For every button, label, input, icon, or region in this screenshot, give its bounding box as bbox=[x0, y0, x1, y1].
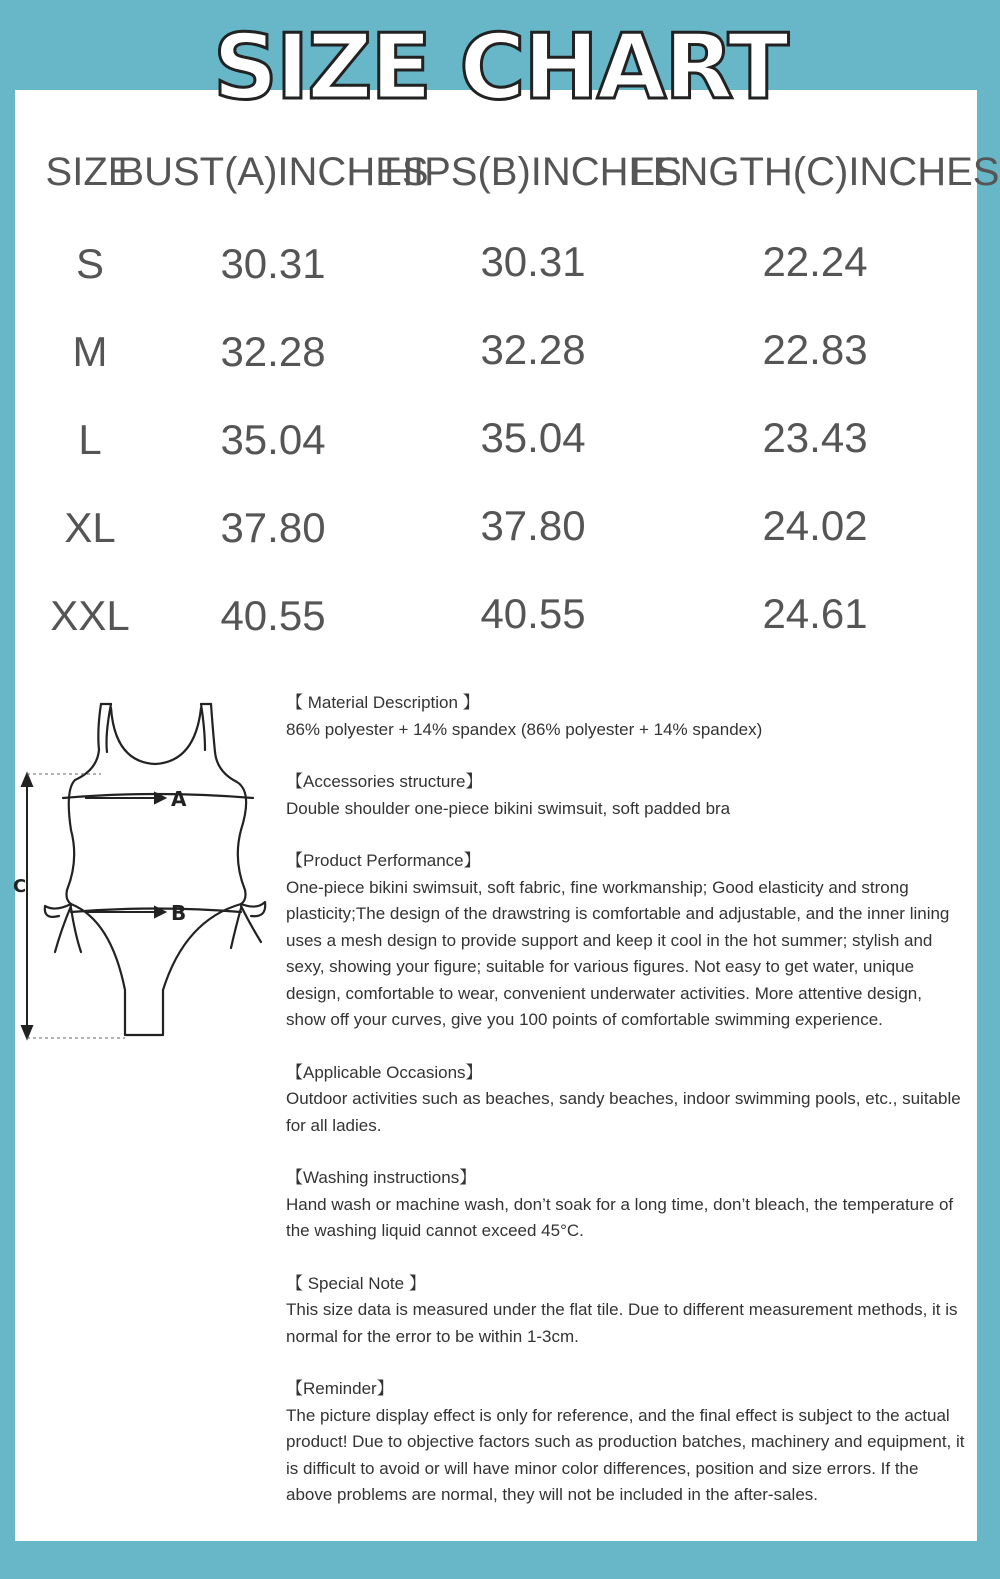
hips-cell: 32.28 bbox=[480, 326, 586, 373]
length-cell: 24.02 bbox=[762, 502, 868, 549]
bust-cell: 32.28 bbox=[220, 328, 326, 375]
length-cell: 22.83 bbox=[762, 326, 868, 373]
hips-cell: 37.80 bbox=[480, 502, 586, 549]
size-cell: XL bbox=[64, 504, 116, 551]
section-heading: 【Applicable Occasions】 bbox=[286, 1062, 483, 1082]
section-reminder bbox=[286, 1376, 966, 1509]
section-washing bbox=[286, 1165, 966, 1245]
product-description bbox=[286, 690, 966, 1535]
swimsuit-diagram bbox=[15, 690, 275, 1050]
section-heading: 【Product Performance】 bbox=[286, 851, 481, 870]
size-cell: XXL bbox=[50, 592, 130, 639]
section-body: This size data is measured under the flat tile. Due to different measurement methods, it is normal for the error to be within 1-3cm. bbox=[286, 1300, 958, 1346]
section-heading: 【 Material Description 】 bbox=[286, 693, 480, 712]
column-header-hips: HIPS(B)INCHES bbox=[384, 150, 682, 194]
length-cell: 23.43 bbox=[762, 414, 868, 461]
section-occasions bbox=[286, 1060, 966, 1140]
length-cell: 24.61 bbox=[762, 590, 868, 637]
bust-cell: 30.31 bbox=[220, 240, 326, 287]
section-accessories bbox=[286, 769, 966, 822]
label-a: A bbox=[171, 787, 187, 811]
hips-cell: 40.55 bbox=[480, 590, 586, 637]
bust-cell: 37.80 bbox=[220, 504, 326, 551]
column-header-size: SIZE bbox=[45, 150, 135, 194]
section-body: 86% polyester + 14% spandex (86% polyester + 14% spandex) bbox=[286, 719, 763, 739]
section-heading: 【 Special Note 】 bbox=[286, 1273, 426, 1293]
hips-cell: 30.31 bbox=[480, 238, 586, 285]
section-body: Hand wash or machine wash, don’t soak for a long time, don’t bleach, the temperature of the washing liquid cannot exceed 45°C. bbox=[286, 1194, 954, 1240]
bust-cell: 40.55 bbox=[220, 592, 326, 639]
size-cell: L bbox=[78, 416, 102, 463]
arrow-c-down-icon bbox=[22, 1026, 32, 1038]
section-special-note bbox=[286, 1271, 966, 1351]
section-heading: 【Accessories structure】 bbox=[286, 772, 483, 791]
label-b: B bbox=[171, 901, 187, 925]
arrow-c-up-icon bbox=[22, 774, 32, 786]
section-material bbox=[286, 690, 966, 743]
page-title: SIZE CHART bbox=[212, 15, 788, 120]
length-cell: 22.24 bbox=[762, 238, 868, 285]
bust-cell: 35.04 bbox=[220, 416, 326, 463]
label-c: C bbox=[13, 876, 27, 897]
section-body: One-piece bikini swimsuit, soft fabric, fine workmanship; Good elasticity and strong plasticity;The design of the drawstring is comfortable and adjustable, and the inner lining uses a mesh design to provide support and keep it cool in the hot summer; stylish and sexy, showing your figure; suitable for various figures. Not easy to get water, unique design, comfortable to wear, convenient underwater activities. More attentive design, show off your curves, give you 100 points of comfortable swimming experience. bbox=[286, 877, 950, 1029]
column-header-bust: BUST(A)INCHES bbox=[117, 150, 429, 194]
section-body: Outdoor activities such as beaches, sandy beaches, indoor swimming pools, etc., suitable for all ladies. bbox=[286, 1089, 961, 1135]
section-heading: 【Reminder】 bbox=[286, 1379, 394, 1398]
section-body: Double shoulder one-piece bikini swimsuit, soft padded bra bbox=[286, 798, 731, 818]
size-cell: S bbox=[75, 240, 105, 287]
size-cell: M bbox=[72, 328, 108, 375]
section-heading: 【Washing instructions】 bbox=[286, 1168, 477, 1187]
column-header-length: LENGTH(C)INCHES bbox=[630, 150, 1000, 194]
section-performance bbox=[286, 848, 966, 1034]
swimsuit-outline-icon bbox=[45, 704, 265, 1035]
hips-cell: 35.04 bbox=[480, 414, 586, 461]
section-body: The picture display effect is only for reference, and the final effect is subject to the actual product! Due to objective factors such as production batches, machinery and equipment, it is difficult to avoid or will have minor color differences, position and size errors. If the above problems are normal, they will not be included in the after-sales. bbox=[286, 1405, 965, 1504]
